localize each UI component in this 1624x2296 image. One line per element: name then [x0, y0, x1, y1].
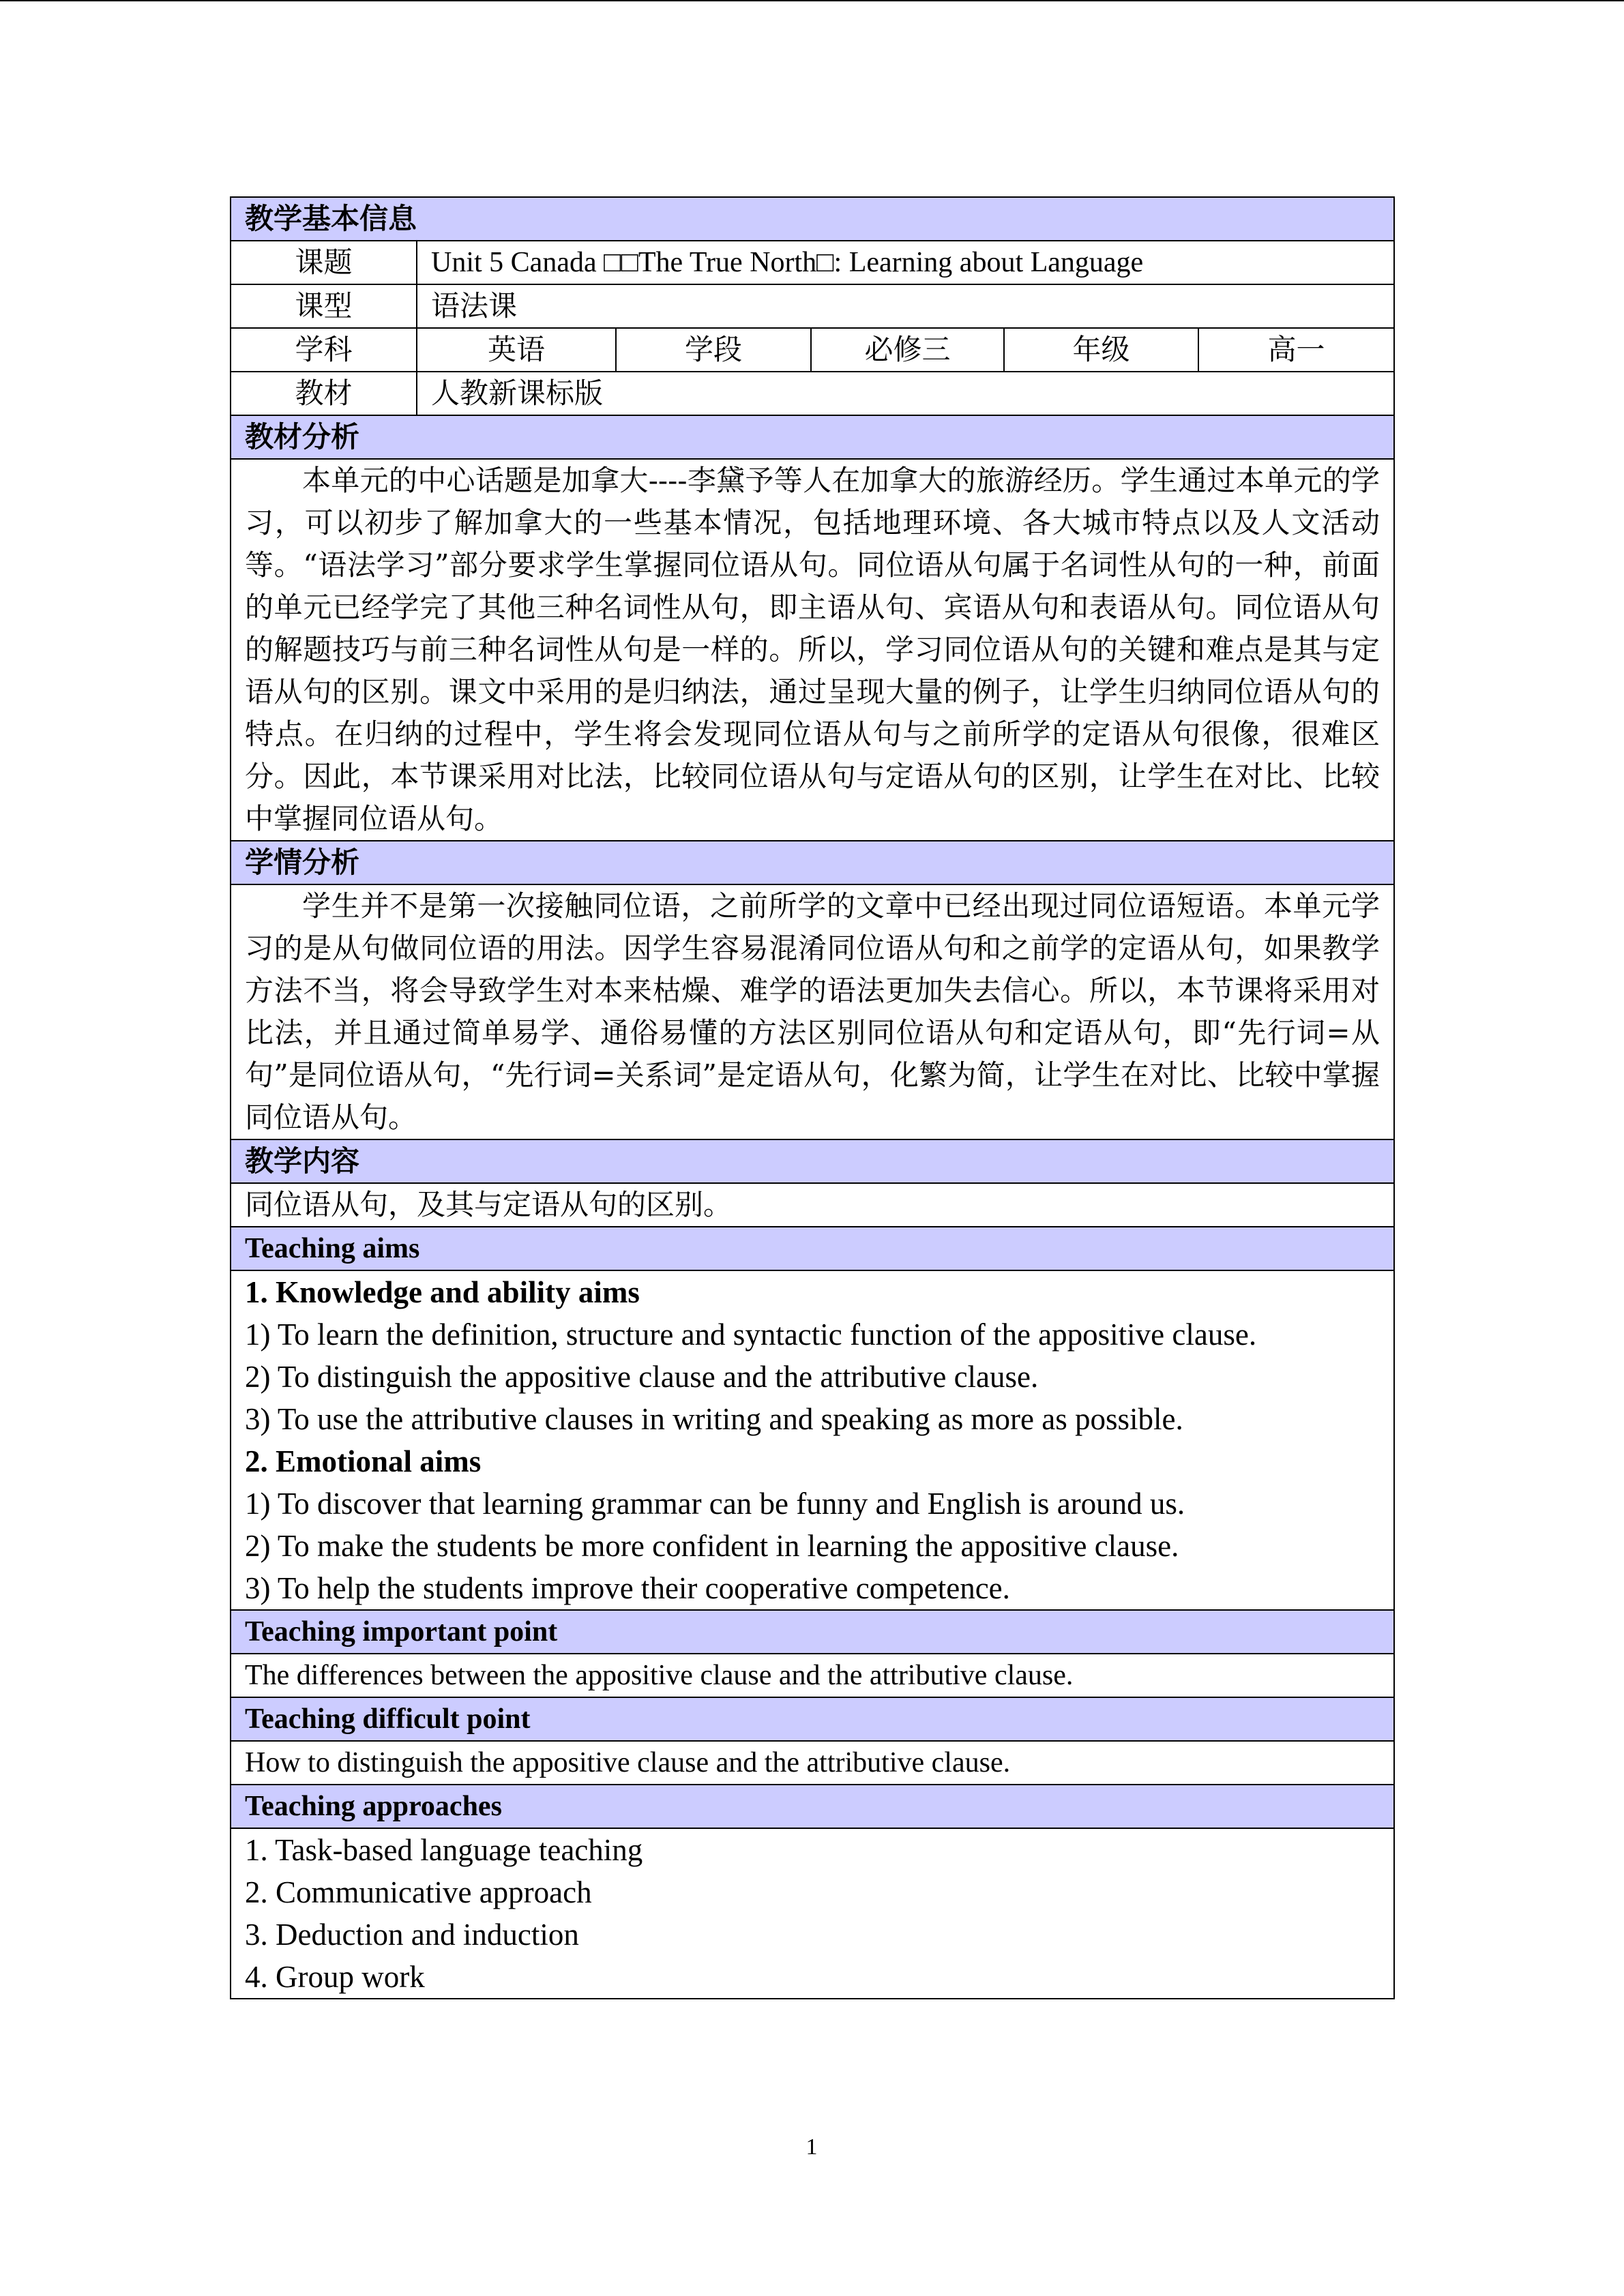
- approach-item: 3. Deduction and induction: [245, 1918, 579, 1952]
- aim-item: 3) To use the attributive clauses in writing and speaking as more as possible.: [245, 1402, 1183, 1436]
- section-heading-difficult-point: Teaching difficult point: [231, 1697, 1394, 1741]
- grade-value: 高一: [1198, 328, 1394, 372]
- section-basic-info: [231, 197, 1394, 241]
- material-analysis-text: 本单元的中心话题是加拿大----李黛予等人在加拿大的旅游经历。学生通过本单元的学习，可以初步了解加拿大的一些基本情况，包括地理环境、各大城市特点以及人文活动等。“语法学习”部分要求学生掌握同位语从句。同位语从句属于名词性从句的一种，前面的单元已经学完了其他三种名词性从句，即主语从句、宾语从句和表语从句。同位语从句的解题技巧与前三种名词性从句是一样的。所以，学习同位语从句的关键和难点是其与定语从句的区别。课文中采用的是归纳法，通过呈现大量的例子，让学生归纳同位语从句的特点。在归纳的过程中，学生将会发现同位语从句与之前所学的定语从句很像，很难区分。因此，本节课采用对比法，比较同位语从句与定语从句的区别，让学生在对比、比较中掌握同位语从句。: [231, 459, 1394, 841]
- section-important-point: [231, 1610, 1394, 1654]
- aim-item: 3) To help the students improve their cooperative competence.: [245, 1571, 1010, 1605]
- type-label: 课型: [231, 284, 417, 328]
- section-difficult-point: [231, 1697, 1394, 1741]
- lesson-plan-table: [230, 196, 1395, 1999]
- section-student-analysis: [231, 841, 1394, 884]
- top-border-line: [0, 0, 1624, 1]
- section-heading-teaching-aims: Teaching aims: [231, 1227, 1394, 1270]
- difficult-point-text: How to distinguish the appositive clause and the attributive clause.: [231, 1741, 1394, 1785]
- grade-label: 年级: [1004, 328, 1198, 372]
- knowledge-aims-heading: 1. Knowledge and ability aims: [245, 1275, 640, 1309]
- section-heading-important-point: Teaching important point: [231, 1610, 1394, 1654]
- subject-value: 英语: [417, 328, 616, 372]
- important-point-text: The differences between the appositive clause and the attributive clause.: [231, 1654, 1394, 1697]
- section-heading-teaching-content: 教学内容: [231, 1139, 1394, 1183]
- emotional-aims-heading: 2. Emotional aims: [245, 1444, 482, 1478]
- section-heading-approaches: Teaching approaches: [231, 1785, 1394, 1828]
- stage-label: 学段: [616, 328, 811, 372]
- section-material-analysis: [231, 415, 1394, 459]
- textbook-label: 教材: [231, 372, 417, 415]
- row-topic: [231, 241, 1394, 284]
- type-value: 语法课: [417, 284, 1394, 328]
- row-type: [231, 284, 1394, 328]
- stage-value: 必修三: [811, 328, 1004, 372]
- aim-item: 1) To discover that learning grammar can be funny and English is around us.: [245, 1487, 1185, 1521]
- aim-item: 2) To distinguish the appositive clause and the attributive clause.: [245, 1360, 1039, 1394]
- approach-item: 4. Group work: [245, 1960, 425, 1994]
- section-heading-basic-info: 教学基本信息: [231, 197, 1394, 241]
- teaching-content-text: 同位语从句，及其与定语从句的区别。: [231, 1183, 1394, 1227]
- topic-label: 课题: [231, 241, 417, 284]
- section-approaches: [231, 1785, 1394, 1828]
- section-heading-material-analysis: 教材分析: [231, 415, 1394, 459]
- subject-label: 学科: [231, 328, 417, 372]
- approach-item: 1. Task-based language teaching: [245, 1833, 643, 1867]
- teaching-aims-list: [231, 1270, 1394, 1610]
- page-number: 1: [806, 2134, 818, 2160]
- student-analysis-text: 学生并不是第一次接触同位语，之前所学的文章中已经出现过同位语短语。本单元学习的是从句做同位语的用法。因学生容易混淆同位语从句和之前学的定语从句，如果教学方法不当，将会导致学生对本来枯燥、难学的语法更加失去信心。所以，本节课将采用对比法，并且通过简单易学、通俗易懂的方法区别同位语从句和定语从句，即“先行词=从句”是同位语从句，“先行词=关系词”是定语从句，化繁为简，让学生在对比、比较中掌握同位语从句。: [231, 884, 1394, 1139]
- approaches-list: [231, 1828, 1394, 1999]
- textbook-value: 人教新课标版: [417, 372, 1394, 415]
- section-teaching-aims: [231, 1227, 1394, 1270]
- section-heading-student-analysis: 学情分析: [231, 841, 1394, 884]
- aim-item: 2) To make the students be more confident in learning the appositive clause.: [245, 1529, 1179, 1563]
- row-textbook: [231, 372, 1394, 415]
- row-subject: [231, 328, 1394, 372]
- section-teaching-content: [231, 1139, 1394, 1183]
- topic-value: Unit 5 Canada □□The True North□: Learning about Language: [417, 241, 1394, 284]
- aim-item: 1) To learn the definition, structure and syntactic function of the appositive clause.: [245, 1317, 1257, 1352]
- approach-item: 2. Communicative approach: [245, 1875, 592, 1909]
